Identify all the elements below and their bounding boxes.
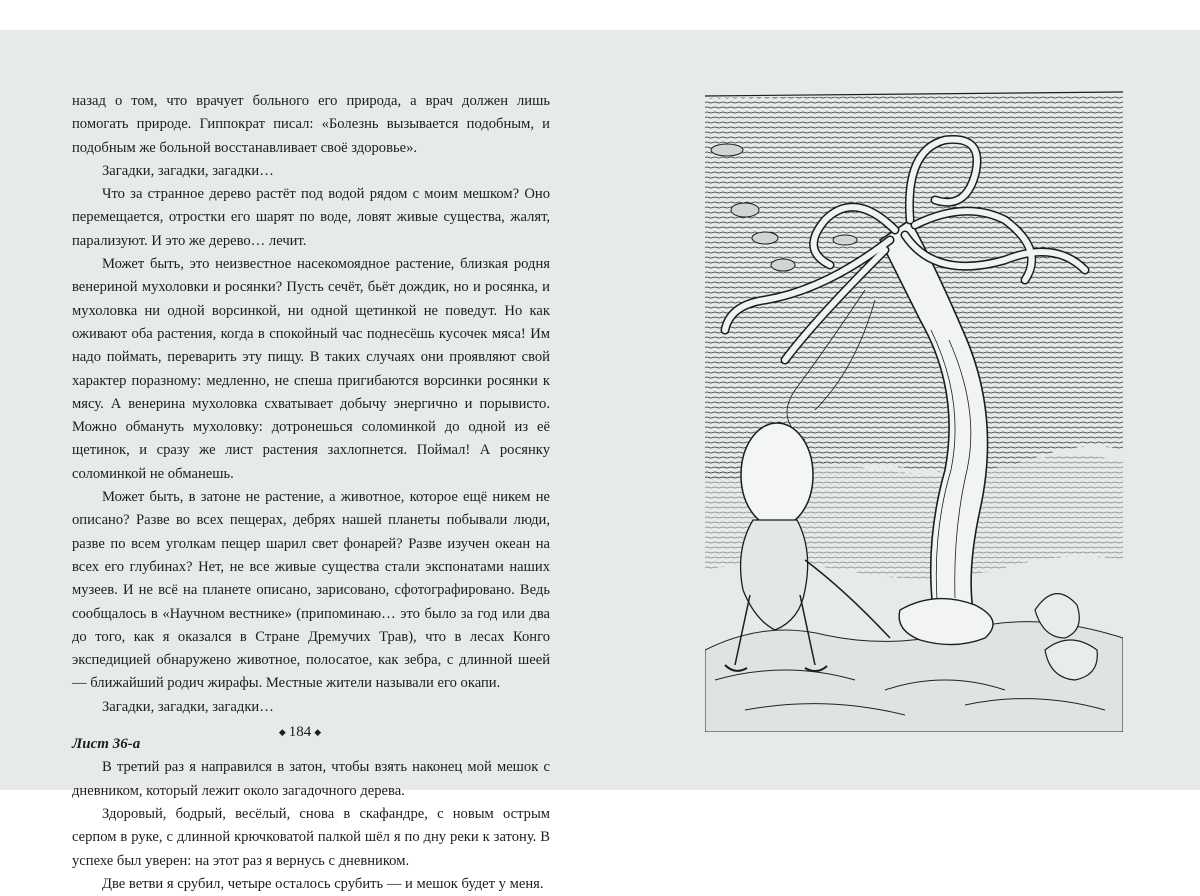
text-block bbox=[72, 90, 550, 896]
ornament-icon: ◆ bbox=[314, 727, 322, 738]
paragraph-continued: назад о том, что врачует больного его природа, а врач должен лишь помогать природе. Гиппократ писал: «Болезнь вызывается подобным, и подобным же больной восстанавливает своё здоровье». bbox=[72, 93, 550, 156]
section-heading: Лист 36-а bbox=[72, 736, 141, 753]
paragraph: Загадки, загадки, загадки… bbox=[102, 698, 274, 715]
paragraph: Две ветви я срубил, четыре осталось срубить — и мешок будет у меня. bbox=[102, 875, 544, 892]
paragraph: Что за странное дерево растёт под водой рядом с моим мешком? Оно перемещается, отростки его шарят по воде, ловят живые существа, жалят, парализуют. И это же дерево… лечит. bbox=[72, 186, 550, 249]
paragraph: Загадки, загадки, загадки… bbox=[102, 162, 274, 179]
tree-root bbox=[899, 599, 993, 645]
underwater-tree-illustration-icon bbox=[705, 90, 1123, 732]
paragraph: Может быть, это неизвестное насекомоядное растение, близкая родня венериной мухоловки и росянки? Пусть сечёт, бьёт дождик, но и росянка, и мухоловка ни одной ворсинкой, ни одной щетинкой не поведут. Но как оживают оба растения, когда в спокойный час поднесёшь кусочек мяса! Им надо поймать, переварить эту пищу. В таких случаях они проявляют свой характер поразному: медленно, не спеша пригибаются ворсинки росянки к мясу. А венерина мухоловка схватывает добычу энергично и порывисто. Можно обмануть мухоловку: дотронешься соломинкой до одной из её щетинок, и сразу же лист растения захлопнется. Поймал! А росянку соломинкой не обманешь. bbox=[72, 256, 550, 482]
paragraph: В третий раз я направился в затон, чтобы взять наконец мой мешок с дневником, который лежит около загадочного дерева. bbox=[72, 759, 550, 799]
page-number bbox=[0, 724, 600, 741]
left-page bbox=[0, 30, 600, 892]
paragraph: Может быть, в затоне не растение, а животное, которое ещё никем не описано? Разве во всех пещерах, дебрях нашей планеты побывали люди, разве по всем уголкам пещер шарил свет фонарей? Разве изучен океан на всех его глубинах? Нет, не все живые существа стали экспонатами наших музеев. И не всё на планете описано, зарисовано, сфотографировано. Ведь сообщалось в «Научном вестнике» (припоминаю… это было за год или два до того, как я оказался в Стране Дремучих Трав), что в лесах Конго экспедицией обнаружено животное, полосатое, как зебра, с длинной шеей — ближайший родич жирафы. Местные жители называли его окапи. bbox=[72, 489, 550, 692]
paragraph: Здоровый, бодрый, весёлый, снова в скафандре, с новым острым серпом в руке, с длинной крючковатой палкой шёл я по дну реки к затону. В успехе был уверен: на этот раз я вернусь с дневником. bbox=[72, 805, 550, 869]
illustration bbox=[705, 90, 1123, 732]
ornament-icon: ◆ bbox=[278, 727, 286, 738]
book-spread bbox=[0, 30, 1200, 892]
page-number-value: 184 bbox=[288, 724, 312, 740]
